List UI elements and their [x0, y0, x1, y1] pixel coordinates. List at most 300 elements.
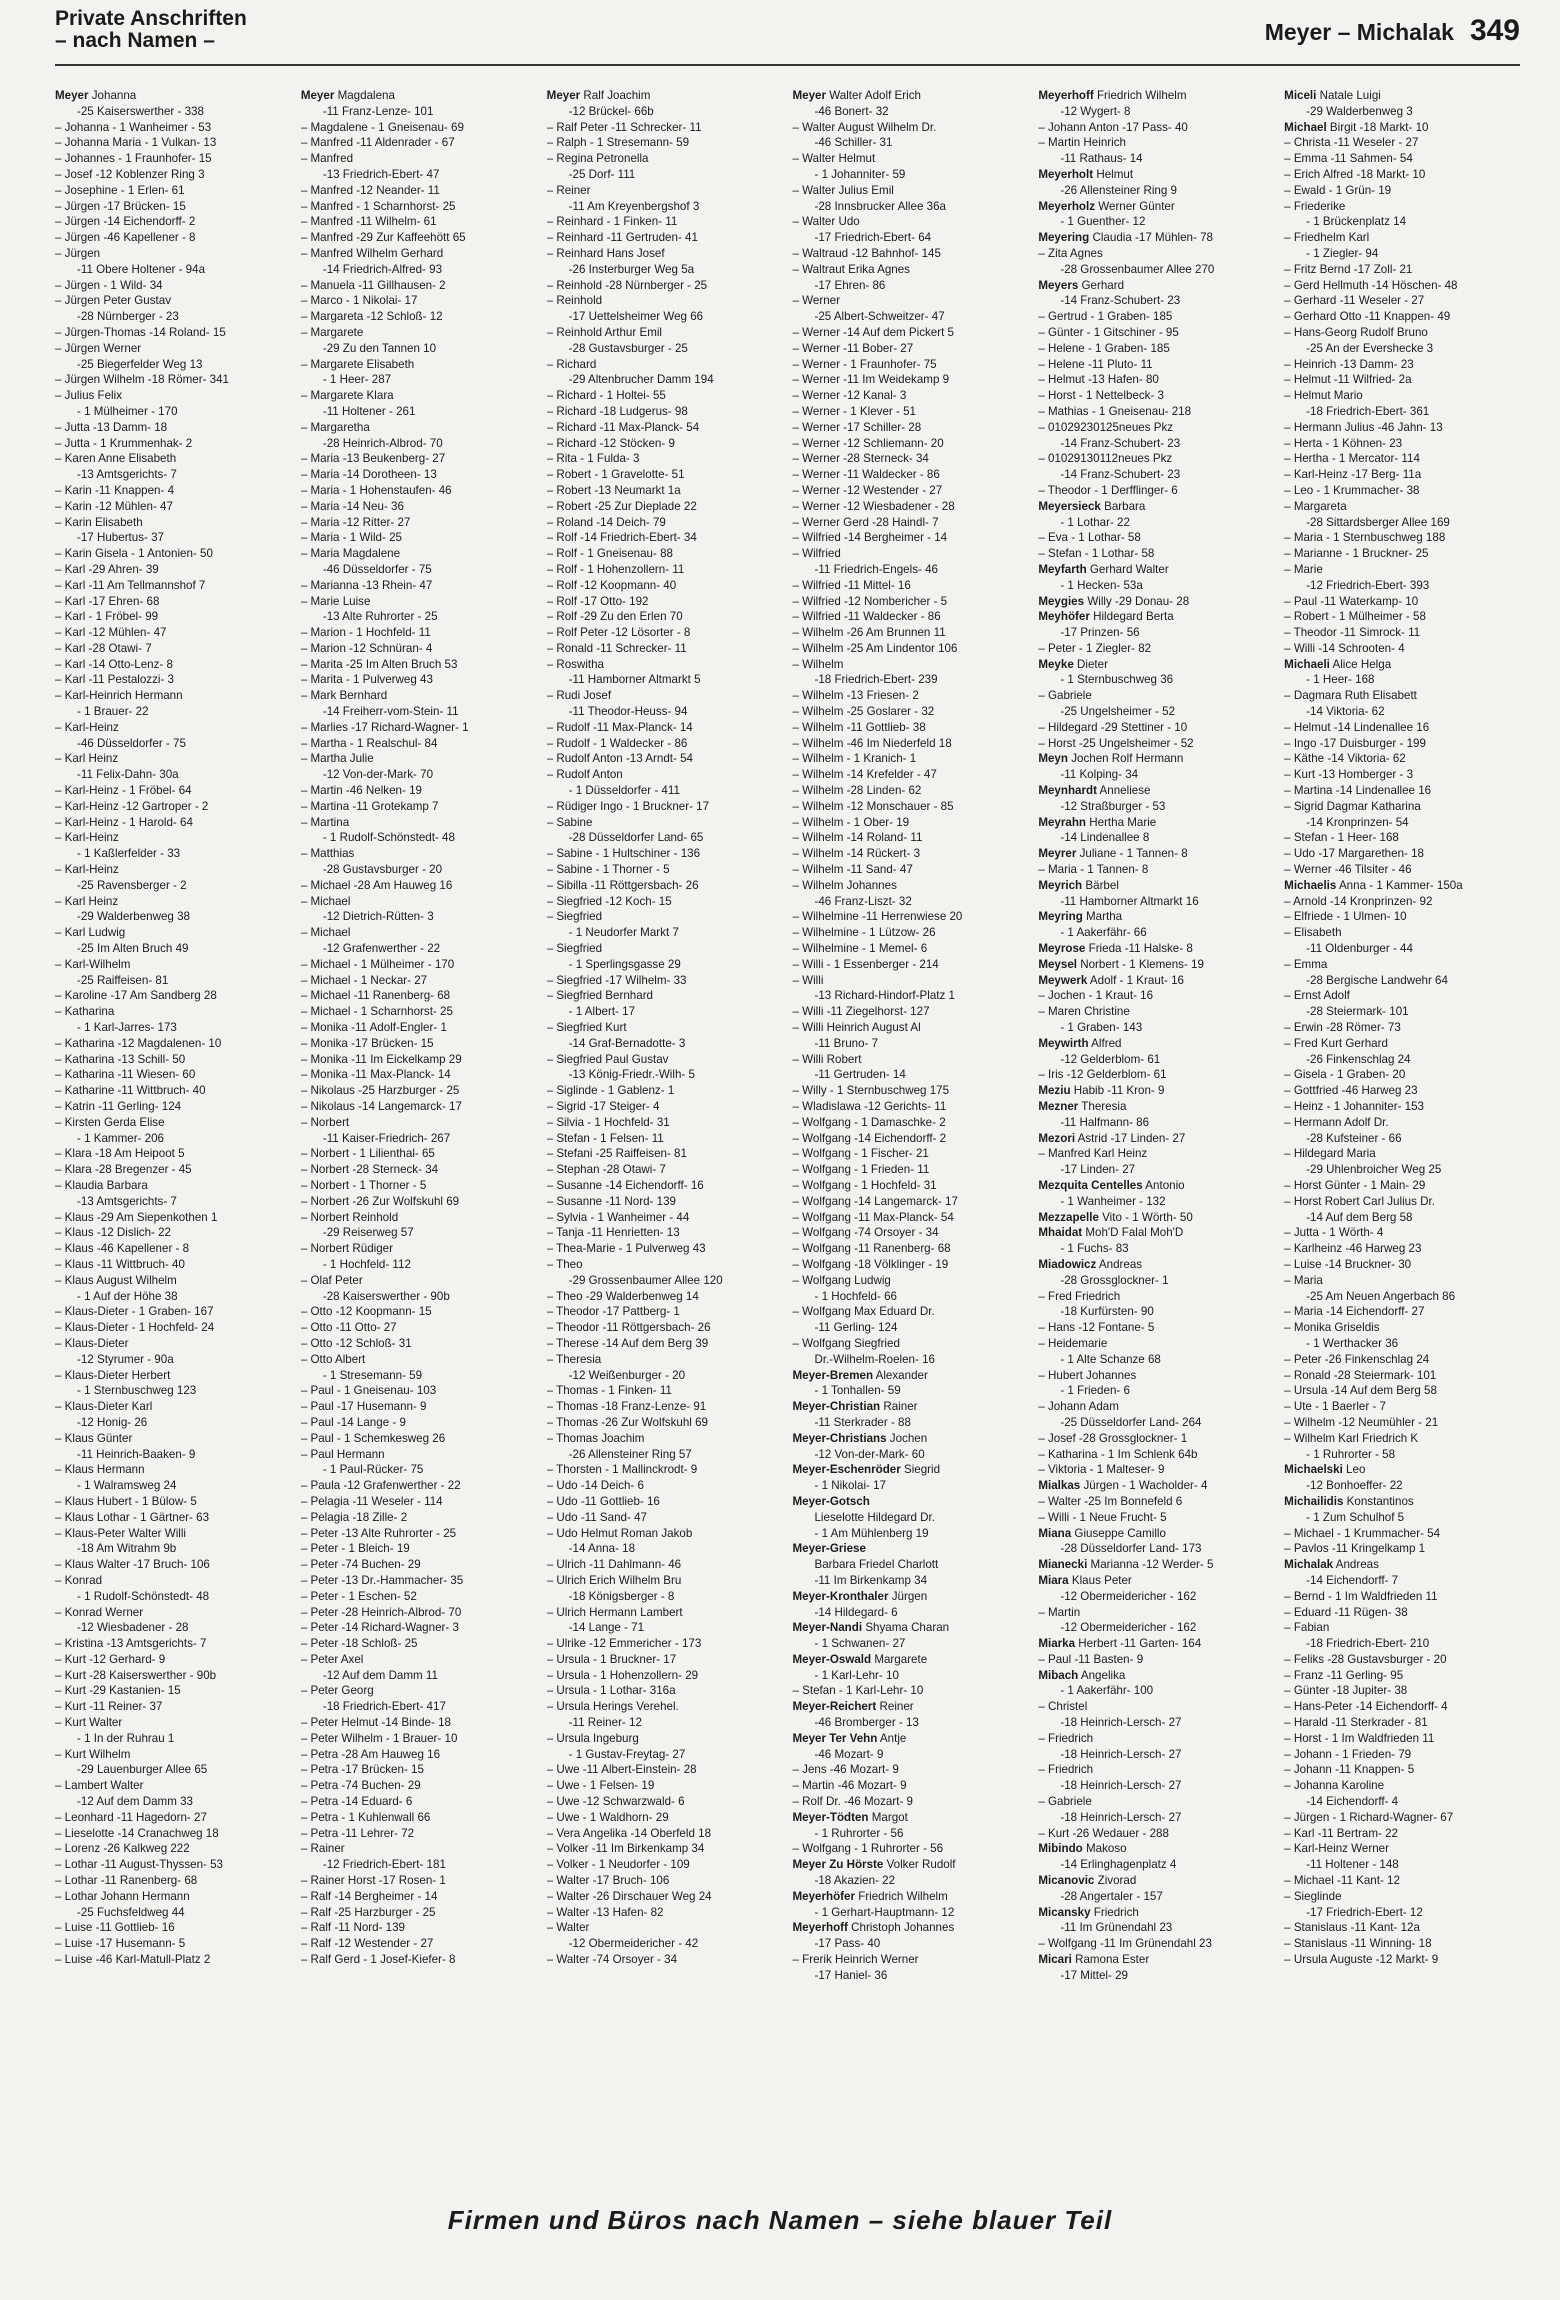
- listing-entry-address: -29 Uhlenbroicher Weg 25: [1306, 1163, 1442, 1177]
- entry-detail: Jürgen - 1 Wacholder- 4: [1083, 1479, 1208, 1493]
- entry-detail: Adolf - 1 Kraut- 16: [1089, 973, 1184, 987]
- listing-entry: – Werner -46 Tilsiter - 46: [1284, 863, 1412, 877]
- listing-entry: – Lambert Walter: [55, 1779, 144, 1793]
- listing-entry-address: - 1 Schwanen- 27: [814, 1637, 906, 1651]
- listing-entry: – Ralf -25 Harzburger - 25: [300, 1905, 436, 1919]
- listing-entry-address: -14 Hildegard- 6: [814, 1605, 898, 1619]
- surname: Meyer Ter Vehn: [792, 1731, 878, 1745]
- listing-entry: – Ursula Auguste -12 Markt- 9: [1284, 1953, 1439, 1967]
- listing-entry: – Werner -11 Waldecker - 86: [792, 468, 940, 482]
- listing-entry: – Monika -11 Im Eickelkamp 29: [300, 1052, 462, 1066]
- listing-entry: – Sigrid Dagmar Katharina: [1284, 799, 1421, 813]
- listing-entry: – Friedrich: [1038, 1763, 1094, 1777]
- listing-entry: – Johann -11 Knappen- 5: [1284, 1763, 1415, 1777]
- listing-entry-address: -28 Grossglockner- 1: [1060, 1273, 1169, 1287]
- listing-entry: – Dagmara Ruth Elisabett: [1284, 689, 1417, 703]
- listing-entry-address: -12 Friedrich-Ebert- 181: [322, 1858, 446, 1872]
- surname: Meyer: [792, 89, 826, 102]
- listing-entry-address: -25 Fuchsfeldweg 44: [77, 1905, 185, 1919]
- listing-entry-address: -25 Raiffeisen- 81: [77, 973, 169, 987]
- listing-entry: – Mark Bernhard: [300, 689, 388, 703]
- listing-entry: – Siegfried: [546, 942, 603, 956]
- listing-entry: – Wilhelmine -11 Herrenwiese 20: [792, 910, 963, 924]
- listing-entry-address: -11 Friedrich-Engels- 46: [814, 562, 938, 576]
- listing-entry-surname: [1038, 1952, 1274, 1968]
- entry-detail: Astrid -17 Linden- 27: [1077, 1131, 1186, 1145]
- name-range: Meyer – Michalak: [1264, 19, 1454, 45]
- listing-entry-address: - 1 Werthacker 36: [1306, 1336, 1399, 1350]
- entry-detail: Herbert -11 Garten- 164: [1078, 1637, 1202, 1651]
- listing-entry: – Petra - 1 Kuhlenwall 66: [300, 1810, 431, 1824]
- listing-entry: – Tanja -11 Henrietten- 13: [546, 1226, 680, 1240]
- listing-entry: – Jürgen -17 Brücken- 15: [55, 199, 186, 213]
- listing-entry-address: -11 Gerling- 124: [814, 1321, 898, 1335]
- listing-entry: – Gabriele: [1038, 689, 1092, 703]
- listing-entry-address: -28 Sittardsberger Allee 169: [1306, 515, 1450, 529]
- listing-entry-surname: [1038, 1257, 1274, 1273]
- surname: Meynhardt: [1038, 784, 1097, 798]
- listing-entry-address: - 1 Kammer- 206: [77, 1131, 164, 1145]
- listing-entry: – Marie Luise: [300, 594, 371, 608]
- surname: Miceli: [1284, 89, 1317, 102]
- listing-entry: – Johann - 1 Frieden- 79: [1284, 1747, 1412, 1761]
- listing-entry-surname: [792, 1462, 1028, 1478]
- listing-entry-address: - 1 Stresemann- 59: [322, 1368, 423, 1382]
- listing-entry: – Thea-Marie - 1 Pulverweg 43: [546, 1242, 706, 1256]
- listing-entry: – Stefan - 1 Karl-Lehr- 10: [792, 1684, 924, 1698]
- listing-entry: – Richard -18 Ludgerus- 98: [546, 404, 688, 418]
- entry-detail: Shyama Charan: [865, 1621, 950, 1635]
- entry-detail: Theresia: [1081, 1100, 1127, 1113]
- listing-entry-address: -17 Linden- 27: [1060, 1163, 1136, 1177]
- listing-entry: – Wolfgang Max Eduard Dr.: [792, 1305, 935, 1319]
- listing-entry-surname: [1038, 1873, 1274, 1889]
- listing-entry-address: - 1 Wanheimer - 132: [1060, 1194, 1166, 1208]
- listing-entry: – Kurt -28 Kaiserswerther - 90b: [55, 1668, 217, 1682]
- listing-entry: – Maria - 1 Sternbuschweg 188: [1284, 531, 1446, 545]
- listing-entry: – Fred Kurt Gerhard: [1284, 1036, 1388, 1050]
- surname: Meyerholz: [1038, 199, 1096, 213]
- listing-entry: – Jutta - 1 Wörth- 4: [1284, 1226, 1384, 1240]
- entry-detail: Juliane - 1 Tannen- 8: [1079, 847, 1188, 861]
- surname: Mezzapelle: [1038, 1210, 1099, 1224]
- listing-entry: – Karl-Heinz: [55, 863, 119, 877]
- listing-entry: – Robert -25 Zur Dieplade 22: [546, 499, 697, 513]
- listing-entry-surname: [547, 88, 783, 104]
- listing-entry: – Ute - 1 Baerler - 7: [1284, 1400, 1386, 1414]
- listing-entry-address: -28 Innsbrucker Allee 36a: [814, 199, 946, 213]
- surname: Michalak: [1284, 1558, 1334, 1572]
- listing-entry: – Herta - 1 Köhnen- 23: [1284, 436, 1403, 450]
- listing-entry: – Siegfried Bernhard: [546, 989, 653, 1003]
- listing-entry: – Katharine -11 Wittbruch- 40: [55, 1084, 206, 1098]
- listing-entry-address: -11 Gertruden- 14: [814, 1068, 906, 1082]
- listing-column-2: [301, 88, 537, 2168]
- listing-entry: – Monika -11 Max-Planck- 14: [300, 1068, 451, 1082]
- listing-entry: – Klaus -29 Am Siepenkothen 1: [55, 1210, 218, 1224]
- listing-entry: – Helmut Mario: [1284, 389, 1363, 403]
- listing-entry-address: -17 Mittel- 29: [1060, 1968, 1128, 1982]
- listing-entry: – Siegfried -17 Wilhelm- 33: [546, 973, 687, 987]
- listing-entry: – Siglinde - 1 Gablenz- 1: [546, 1084, 675, 1098]
- listing-entry: – Waltraud -12 Bahnhof- 145: [792, 246, 941, 260]
- listing-entry: – Sigrid -17 Steiger- 4: [546, 1100, 660, 1113]
- listing-entry: – Sabine: [546, 815, 593, 829]
- listing-entry: – Therese -14 Auf dem Berg 39: [546, 1336, 709, 1350]
- listing-entry: – Werner: [792, 294, 840, 308]
- listing-entry: – Wilhelmine - 1 Memel- 6: [792, 942, 928, 956]
- listing-entry: – Stephan -28 Otawi- 7: [546, 1163, 666, 1177]
- listing-entry: – Gisela - 1 Graben- 20: [1284, 1068, 1406, 1082]
- listing-entry: – Theodor - 1 Derfflinger- 6: [1038, 483, 1178, 497]
- listing-entry: – Ralf -12 Westender - 27: [300, 1937, 434, 1951]
- listing-entry: – Johann Adam: [1038, 1400, 1119, 1414]
- listing-entry: – Julius Felix: [55, 389, 123, 403]
- listing-entry-address: -18 Heinrich-Lersch- 27: [1060, 1779, 1182, 1793]
- listing-entry-address: -13 Amtsgerichts- 7: [77, 1194, 177, 1208]
- listing-entry-address: -28 Bergische Landwehr 64: [1306, 973, 1448, 987]
- listing-entry-surname: [1038, 1478, 1274, 1494]
- listing-entry: – Siegfried -12 Koch- 15: [546, 894, 672, 908]
- listing-entry-address: -17 Hubertus- 37: [77, 531, 164, 545]
- listing-entry: – Wilhelm: [792, 657, 844, 671]
- listing-entry: – Johannes - 1 Fraunhofer- 15: [55, 152, 212, 166]
- listing-entry: – Johanna - 1 Wanheimer - 53: [55, 120, 212, 134]
- listing-entry-surname: [792, 1368, 1028, 1384]
- listing-entry-surname: [1038, 957, 1274, 973]
- listing-entry: – Peter Wilhelm - 1 Brauer- 10: [300, 1731, 458, 1745]
- listing-entry: – Luise -17 Husemann- 5: [55, 1937, 186, 1951]
- listing-entry: – Wilhelm -28 Linden- 62: [792, 784, 922, 798]
- listing-entry: – Norbert -26 Zur Wolfskuhl 69: [300, 1194, 460, 1208]
- listing-entry: – Wilhelm Johannes: [792, 878, 897, 892]
- listing-entry: – Petra -74 Buchen- 29: [300, 1779, 421, 1793]
- listing-entry: – Katharina: [55, 1005, 115, 1019]
- listing-entry-surname: [1038, 499, 1274, 515]
- listing-entry-address: -26 Allensteiner Ring 9: [1060, 183, 1177, 197]
- listing-entry: – Rainer Horst -17 Rosen- 1: [300, 1874, 446, 1888]
- listing-entry: – Theo -29 Walderbenweg 14: [546, 1289, 699, 1303]
- listing-entry: – Käthe -14 Viktoria- 62: [1284, 752, 1406, 766]
- surname: Miana: [1038, 1526, 1072, 1540]
- listing-entry: – Maria -14 Dorotheen- 13: [300, 468, 437, 482]
- listing-entry: – Katharina -13 Schill- 50: [55, 1052, 186, 1066]
- listing-entry: – Walter August Wilhelm Dr.: [792, 120, 937, 134]
- listing-entry-surname: [792, 1399, 1028, 1415]
- listing-column-6: [1284, 88, 1520, 2168]
- listing-entry-address: -25 Düsseldorfer Land- 264: [1060, 1415, 1202, 1429]
- listing-entry: – Uwe - 1 Waldhorn- 29: [546, 1810, 669, 1824]
- listing-entry: – Karl -14 Otto-Lenz- 8: [55, 657, 173, 671]
- entry-detail: Zivorad: [1097, 1874, 1137, 1888]
- listing-entry-address: -29 Altenbrucher Damm 194: [568, 373, 714, 387]
- listing-entry-surname: [1284, 1462, 1520, 1478]
- listing-entry: – Heidemarie: [1038, 1336, 1108, 1350]
- listing-entry-surname: [1038, 167, 1274, 183]
- listing-entry-address: -28 Kaiserswerther - 90b: [322, 1289, 450, 1303]
- listing-entry-address: -18 Heinrich-Lersch- 27: [1060, 1810, 1182, 1824]
- listing-entry: – Ralf -14 Bergheimer - 14: [300, 1889, 438, 1903]
- listing-entry: – Walter -74 Orsoyer - 34: [546, 1953, 678, 1967]
- listing-entry: – Johann Anton -17 Pass- 40: [1038, 120, 1188, 134]
- listing-entry-address: -13 Amtsgerichts- 7: [77, 468, 177, 482]
- listing-entry-address: -17 Pass- 40: [814, 1937, 881, 1951]
- listing-entry: – Johanna Maria - 1 Vulkan- 13: [55, 136, 217, 150]
- listing-entry: – Marion - 1 Hochfeld- 11: [300, 626, 431, 640]
- listing-entry: – Wilfried -14 Bergheimer - 14: [792, 531, 948, 545]
- listing-entry-surname: [1038, 1099, 1274, 1115]
- listing-entry: – Wolfgang -14 Eichendorff- 2: [792, 1131, 947, 1145]
- entry-detail: Gerhard: [1081, 278, 1125, 292]
- listing-entry-surname: [1284, 1557, 1520, 1573]
- listing-entry: – Richard -11 Max-Planck- 54: [546, 420, 700, 434]
- listing-entry: – Ulrike -12 Emmericher - 173: [546, 1637, 702, 1651]
- listing-entry-surname: [1038, 1131, 1274, 1147]
- listing-entry: – Hubert Johannes: [1038, 1368, 1137, 1382]
- listing-entry: – Pelagia -18 Zille- 2: [300, 1510, 408, 1524]
- listing-entry: – Olaf Peter: [300, 1273, 363, 1287]
- listing-entry-address: -29 Zu den Tannen 10: [322, 341, 437, 355]
- listing-entry: – Magdalene - 1 Gneisenau- 69: [300, 120, 464, 134]
- listing-entry-address: - 1 Albert- 17: [568, 1005, 636, 1019]
- listing-entry: – Uwe -11 Albert-Einstein- 28: [546, 1763, 697, 1777]
- listing-entry: – Ingo -17 Duisburger - 199: [1284, 736, 1426, 750]
- listing-entry-address: -28 Gustavsburger - 20: [322, 863, 443, 877]
- listing-entry-address: -12 Von-der-Mark- 60: [814, 1447, 925, 1461]
- listing-entry: – Klaus Hermann: [55, 1463, 145, 1477]
- listing-entry: – Willi: [792, 973, 824, 987]
- listing-entry-address: - 1 Heer- 168: [1306, 673, 1375, 687]
- listing-entry: – Heinz - 1 Johanniter- 153: [1284, 1100, 1425, 1113]
- listing-entry: – Friedhelm Karl: [1284, 231, 1370, 245]
- listing-entry-address: -11 Holtener - 261: [322, 404, 416, 418]
- listing-entry: – Klaus-Dieter - 1 Hochfeld- 24: [55, 1321, 215, 1335]
- listing-entry: – Rolf Dr. -46 Mozart- 9: [792, 1795, 913, 1809]
- listing-entry: – Michael -11 Kant- 12: [1284, 1874, 1400, 1888]
- listing-entry-address: -12 Auf dem Damm 33: [77, 1795, 193, 1809]
- listing-entry: – Hermann Adolf Dr.: [1284, 1115, 1389, 1129]
- listing-entry: – Karl -11 Pestalozzi- 3: [55, 673, 174, 687]
- listing-entry: – Hans-Georg Rudolf Bruno: [1284, 325, 1428, 339]
- listing-entry: – Klaus Hubert - 1 Bülow- 5: [55, 1494, 197, 1508]
- listing-entry: – Manfred - 1 Scharnhorst- 25: [300, 199, 456, 213]
- listing-entry: – Ursula - 1 Hohenzollern- 29: [546, 1668, 699, 1682]
- listing-entry: – Uwe - 1 Felsen- 19: [546, 1779, 655, 1793]
- listing-entry-surname: [1038, 1083, 1274, 1099]
- listing-entry-address: -12 Wygert- 8: [1060, 104, 1131, 118]
- listing-entry: – Manuela -11 Gillhausen- 2: [300, 278, 446, 292]
- listing-entry: – Martin -46 Nelken- 19: [300, 784, 422, 798]
- entry-detail: Natale Luigi: [1319, 89, 1381, 102]
- listing-entry: – Paul -14 Lange - 9: [300, 1415, 406, 1429]
- listing-entry-address: Dr.-Wilhelm-Roelen- 16: [814, 1352, 935, 1366]
- listing-entry: – Karl -12 Mühlen- 47: [55, 626, 167, 640]
- listing-entry: – Rolf - 1 Hohenzollern- 11: [546, 562, 685, 576]
- listing-entry-address: - 1 Frieden- 6: [1060, 1384, 1130, 1398]
- surname: Meyer-Kronthaler: [792, 1589, 889, 1603]
- listing-entry: – Bernd - 1 Im Waldfrieden 11: [1284, 1589, 1438, 1603]
- listing-entry: – Wolfgang -14 Langemarck- 17: [792, 1194, 958, 1208]
- listing-entry: – Wilhelm -14 Krefelder - 47: [792, 768, 937, 782]
- surname: Meyers: [1038, 278, 1079, 292]
- listing-entry: – Karl-Heinz -17 Berg- 11a: [1284, 468, 1422, 482]
- listing-entry: – Martina -14 Lindenallee 16: [1284, 784, 1432, 798]
- listing-entry: – Michael - 1 Krummacher- 54: [1284, 1526, 1441, 1540]
- listing-entry: – Wilhelm -12 Neumühler - 21: [1284, 1415, 1439, 1429]
- listing-entry-address: -46 Schiller- 31: [814, 136, 893, 150]
- listing-entry: – Rolf -29 Zu den Erlen 70: [546, 610, 683, 624]
- listing-entry: – Werner -12 Wiesbadener - 28: [792, 499, 955, 513]
- listing-entry-address: - 1 Heer- 287: [322, 373, 392, 387]
- listing-entry: – Walter Julius Emil: [792, 183, 894, 197]
- listing-entry: – Rolf -17 Otto- 192: [546, 594, 649, 608]
- listing-entry: – Horst -25 Ungelsheimer - 52: [1038, 736, 1194, 750]
- listing-entry-address: - 1 Brückenplatz 14: [1306, 215, 1407, 229]
- listing-entry: – Walter: [546, 1921, 590, 1935]
- listing-entry-address: -12 Weißenburger - 20: [568, 1368, 686, 1382]
- entry-detail: Barbara: [1104, 499, 1146, 513]
- listing-entry: – Wolfgang Ludwig: [792, 1273, 891, 1287]
- listing-entry: – Rudolf -11 Max-Planck- 14: [546, 720, 693, 734]
- listing-entry-address: - 1 Auf der Höhe 38: [77, 1289, 178, 1303]
- listing-entry: – Martha Julie: [300, 752, 374, 766]
- surname: Michaelis: [1284, 878, 1337, 892]
- listing-entry: – Theo: [546, 1257, 583, 1271]
- listing-entry: – Wladislawa -12 Gerichts- 11: [792, 1100, 947, 1113]
- listing-entry: – Stefan - 1 Heer- 168: [1284, 831, 1399, 845]
- listing-entry-address: -29 Walderbenweg 3: [1306, 104, 1413, 118]
- listing-entry: – Reinhold: [546, 294, 603, 308]
- surname: Meyer: [300, 89, 335, 102]
- entry-detail: Martha: [1086, 910, 1123, 924]
- listing-entry: – Wilhelm -12 Monschauer - 85: [792, 799, 954, 813]
- surname: Meyer-Griese: [792, 1542, 866, 1556]
- listing-entry: – Katharina -11 Wiesen- 60: [55, 1068, 196, 1082]
- listing-entry: – Michael: [300, 894, 351, 908]
- listing-entry: – Lieselotte -14 Cranachweg 18: [55, 1826, 219, 1840]
- listing-entry-address: -11 Sterkrader - 88: [814, 1415, 911, 1429]
- listing-entry: – Marco - 1 Nikolai- 17: [300, 294, 418, 308]
- listing-entry: – Karl - 1 Fröbel- 99: [55, 610, 159, 624]
- listing-entry: – Reinhold Arthur Emil: [546, 325, 663, 339]
- listing-entry: – Maria -14 Neu- 36: [300, 499, 404, 513]
- listing-entry-surname: [1284, 1494, 1520, 1510]
- listing-entry-address: -28 Gustavsburger - 25: [568, 341, 688, 355]
- listing-entry-surname: [1038, 846, 1274, 862]
- listing-entry: – Thomas -18 Franz-Lenze- 91: [546, 1400, 707, 1414]
- listing-entry: – Nikolaus -14 Langemarck- 17: [300, 1100, 462, 1113]
- listing-entry: – Gabriele: [1038, 1795, 1092, 1809]
- entry-detail: Werner Günter: [1098, 199, 1175, 213]
- entry-detail: Antje: [879, 1731, 907, 1745]
- surname: Meyrich: [1038, 878, 1083, 892]
- listing-entry: – Otto -12 Koopmann- 15: [300, 1305, 432, 1319]
- listing-entry-address: -14 Viktoria- 62: [1306, 705, 1385, 719]
- listing-entry: – Wolfgang - 1 Frieden- 11: [792, 1163, 930, 1177]
- listing-entry: – Sieglinde: [1284, 1889, 1342, 1903]
- entry-detail: Gerhard Walter: [1089, 562, 1169, 576]
- surname: Mhaidat: [1038, 1226, 1083, 1240]
- entry-detail: Moh'D Falal Moh'D: [1085, 1226, 1184, 1240]
- listing-entry-surname: [1038, 657, 1274, 673]
- listing-entry: – Paul -11 Waterkamp- 10: [1284, 594, 1419, 608]
- listing-entry: – Monika -11 Adolf-Engler- 1: [300, 1021, 447, 1035]
- listing-entry: – Wolfgang -11 Im Grünendahl 23: [1038, 1937, 1212, 1951]
- listing-entry-address: -14 Auf dem Berg 58: [1306, 1210, 1413, 1224]
- listing-entry: – Ralf Gerd - 1 Josef-Kiefer- 8: [300, 1953, 456, 1967]
- entry-detail: Alice Helga: [1332, 657, 1392, 671]
- listing-entry-address: -17 Uettelsheimer Weg 66: [568, 310, 704, 324]
- listing-entry: – Theodor -11 Simrock- 11: [1284, 626, 1421, 640]
- listing-entry: – Helene -11 Pluto- 11: [1038, 357, 1153, 371]
- listing-entry: – Thorsten - 1 Mallinckrodt- 9: [546, 1463, 698, 1477]
- listing-entry: – Kristina -13 Amtsgerichts- 7: [55, 1637, 207, 1651]
- listing-entry: – Klaus-Dieter: [55, 1336, 129, 1350]
- listing-entry: – Wilhelm Karl Friedrich K: [1284, 1431, 1419, 1445]
- listing-entry: – Wilhelm -46 Im Niederfeld 18: [792, 736, 952, 750]
- listing-entry-surname: [1038, 973, 1274, 989]
- listing-entry: – Gertrud - 1 Graben- 185: [1038, 310, 1173, 324]
- listing-entry: – Helmut -11 Wilfried- 2a: [1284, 373, 1412, 387]
- listing-entry: – Ursula - 1 Lothar- 316a: [546, 1684, 676, 1698]
- listing-entry: – Sibilla -11 Röttgersbach- 26: [546, 878, 699, 892]
- listing-entry: – Martha - 1 Realschul- 84: [300, 736, 438, 750]
- listing-entry-address: -11 Am Kreyenbergshof 3: [568, 199, 700, 213]
- listing-entry-surname: [1038, 594, 1274, 610]
- listing-entry-address: - 1 Karl-Lehr- 10: [814, 1668, 899, 1682]
- listing-entry: – Theresia: [546, 1352, 602, 1366]
- listing-column-4: [792, 88, 1028, 2168]
- surname: Meyring: [1038, 910, 1083, 924]
- listing-entry: – Harald -11 Sterkrader - 81: [1284, 1716, 1428, 1730]
- listing-entry: – Karl -11 Bertram- 22: [1284, 1826, 1398, 1840]
- listing-entry: – Friederike: [1284, 199, 1346, 213]
- listing-entry: – Wolfgang - 1 Damaschke- 2: [792, 1115, 946, 1129]
- listing-entry: – Hermann Julius -46 Jahn- 13: [1284, 420, 1443, 434]
- listing-entry: – Rudolf Anton -13 Arndt- 54: [546, 752, 693, 766]
- listing-entry: – Karl Heinz: [55, 894, 119, 908]
- listing-entry-surname: [792, 1857, 1028, 1873]
- listing-entry-address: -11 Hamborner Altmarkt 5: [568, 673, 701, 687]
- listing-entry-address: - 1 Karl-Jarres- 173: [77, 1021, 177, 1035]
- listing-entry: – Peter -28 Heinrich-Albrod- 70: [300, 1605, 462, 1619]
- listing-entry-address: -18 Heinrich-Lersch- 27: [1060, 1747, 1182, 1761]
- listing-entry-address: -29 Lauenburger Allee 65: [77, 1763, 208, 1777]
- entry-detail: Walter Adolf Erich: [829, 89, 921, 102]
- listing-entry: – Helene - 1 Graben- 185: [1038, 341, 1170, 355]
- listing-entry: – Werner - 1 Fraunhofer- 75: [792, 357, 937, 371]
- listing-entry-address: -11 Kaiser-Friedrich- 267: [322, 1131, 451, 1145]
- listing-entry: – Karl-Heinz Werner: [1284, 1842, 1389, 1856]
- listing-entry-address: -18 Heinrich-Lersch- 27: [1060, 1716, 1182, 1730]
- listing-entry-surname: [1038, 909, 1274, 925]
- surname: Meyerhöfer: [792, 1889, 855, 1903]
- listing-entry: – Ursula Ingeburg: [546, 1731, 639, 1745]
- listing-entry: – Horst Robert Carl Julius Dr.: [1284, 1194, 1435, 1208]
- entry-detail: Ralf Joachim: [583, 89, 651, 102]
- surname: Meyfarth: [1038, 562, 1087, 576]
- listing-entry-address: -12 Straßburger - 53: [1060, 799, 1166, 813]
- listing-entry-address: - 1 Düsseldorfer - 411: [568, 784, 680, 798]
- listing-entry: – Wilhelm -25 Goslarer - 32: [792, 705, 935, 719]
- section-title-line2: – nach Namen –: [55, 29, 215, 52]
- listing-entry-surname: [792, 1541, 1028, 1557]
- listing-entry: – Manfred -11 Wilhelm- 61: [300, 215, 437, 229]
- listing-entry: – Jürgen - 1 Wild- 34: [55, 278, 163, 292]
- listing-entry: – Iris -12 Gelderblom- 61: [1038, 1068, 1167, 1082]
- listing-entry: – Maria - 1 Wild- 25: [300, 531, 402, 545]
- surname: Meyer-Tödten: [792, 1810, 869, 1824]
